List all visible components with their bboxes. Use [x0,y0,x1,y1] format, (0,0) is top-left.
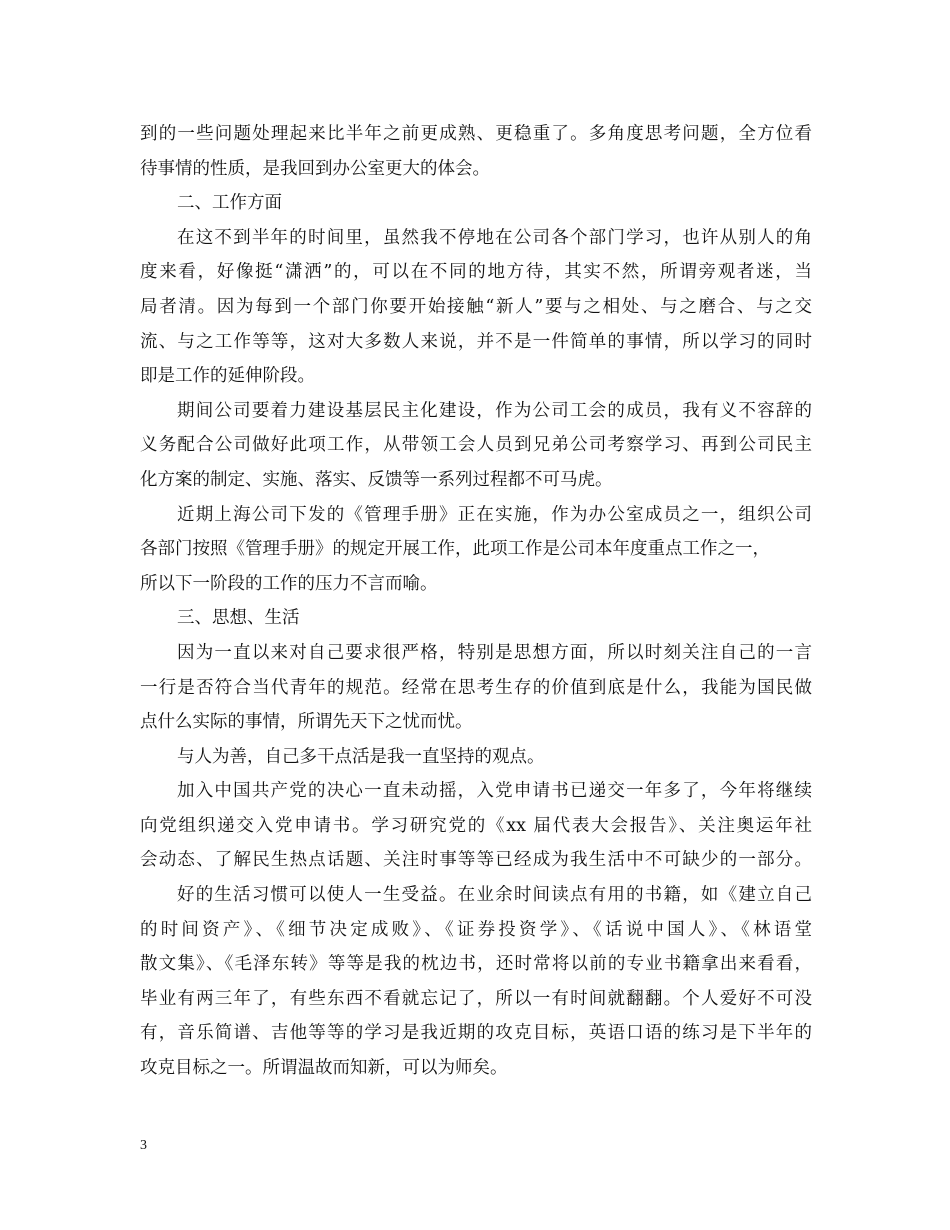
text-line: 一行是否符合当代青年的规范。经常在思考生存的价值到底是什么，我能为国民做 [140,677,812,698]
text-line: 到的一些问题处理起来比半年之前更成熟、更稳重了。多角度思考问题，全方位看 [140,124,812,144]
text-line: 即是工作的延伸阶段。 [140,366,315,387]
text-line: 在这不到半年的时间里，虽然我不停地在公司各个部门学习，也许从别人的角 [177,227,812,248]
text-line: 义务配合公司做好此项工作，从带领工会人员到兄弟公司考察学习、再到公司民主 [140,435,812,456]
text-line: 近期上海公司下发的《管理手册》正在实施，作为办公室成员之一，组织公司 [177,504,812,525]
text-line: 期间公司要着力建设基层民主化建设，作为公司工会的成员，我有义不容辞的 [177,400,812,421]
text-line: 会动态、了解民生热点话题、关注时事等等已经成为我生活中不可缺少的一部分。 [140,850,812,871]
text-line: 化方案的制定、实施、落实、反馈等一系列过程都不可马虎。 [140,469,613,490]
text-line: 流、与之工作等等，这对大多数人来说，并不是一件简单的事情，所以学习的同时 [140,331,812,352]
text-line: 毕业有两三年了，有些东西不看就忘记了，所以一有时间就翻翻。个人爱好不可没 [140,988,812,1009]
text-line: 所以下一阶段的工作的压力不言而喻。 [140,573,438,594]
text-line: 局者清。因为每到一个部门你要开始接触“新人”要与之相处、与之磨合、与之交 [140,296,812,317]
text-line: 散文集》、《毛泽东转》等等是我的枕边书，还时常将以前的专业书籍拿出来看看， [140,954,812,975]
text-line: 向党组织递交入党申请书。学习研究党的《xx 届代表大会报告》、关注奥运年社 [140,815,812,836]
text-line: 因为一直以来对自己要求很严格，特别是思想方面，所以时刻关注自己的一言 [177,642,812,663]
text-line: 待事情的性质，是我回到办公室更大的体会。 [140,158,490,179]
text-line: 攻克目标之一。所谓温故而知新，可以为师矣。 [140,1058,508,1079]
body-text [140,117,812,1086]
text-line: 与人为善，自己多干点活是我一直坚持的观点。 [177,746,545,767]
text-line: 度来看，好像挺“潇洒”的，可以在不同的地方待，其实不然，所谓旁观者迷，当 [140,262,812,283]
text-line: 的时间资产》、《细节决定成败》、《证券投资学》、《话说中国人》、《林语堂 [140,919,812,940]
page-number: 3 [140,1138,147,1153]
text-line: 点什么实际的事情，所谓先天下之忧而忧。 [140,712,473,733]
text-line: 各部门按照《管理手册》的规定开展工作，此项工作是公司本年度重点工作之一， [140,539,770,560]
text-line: 三、思想、生活 [177,608,300,629]
text-line: 有，音乐简谱、吉他等等的学习是我近期的攻克目标，英语口语的练习是下半年的 [140,1023,812,1044]
text-line: 二、工作方面 [177,193,282,214]
text-line: 加入中国共产党的决心一直未动摇，入党申请书已递交一年多了，今年将继续 [177,781,812,802]
text-line: 好的生活习惯可以使人一生受益。在业余时间读点有用的书籍，如《建立自己 [177,885,812,906]
